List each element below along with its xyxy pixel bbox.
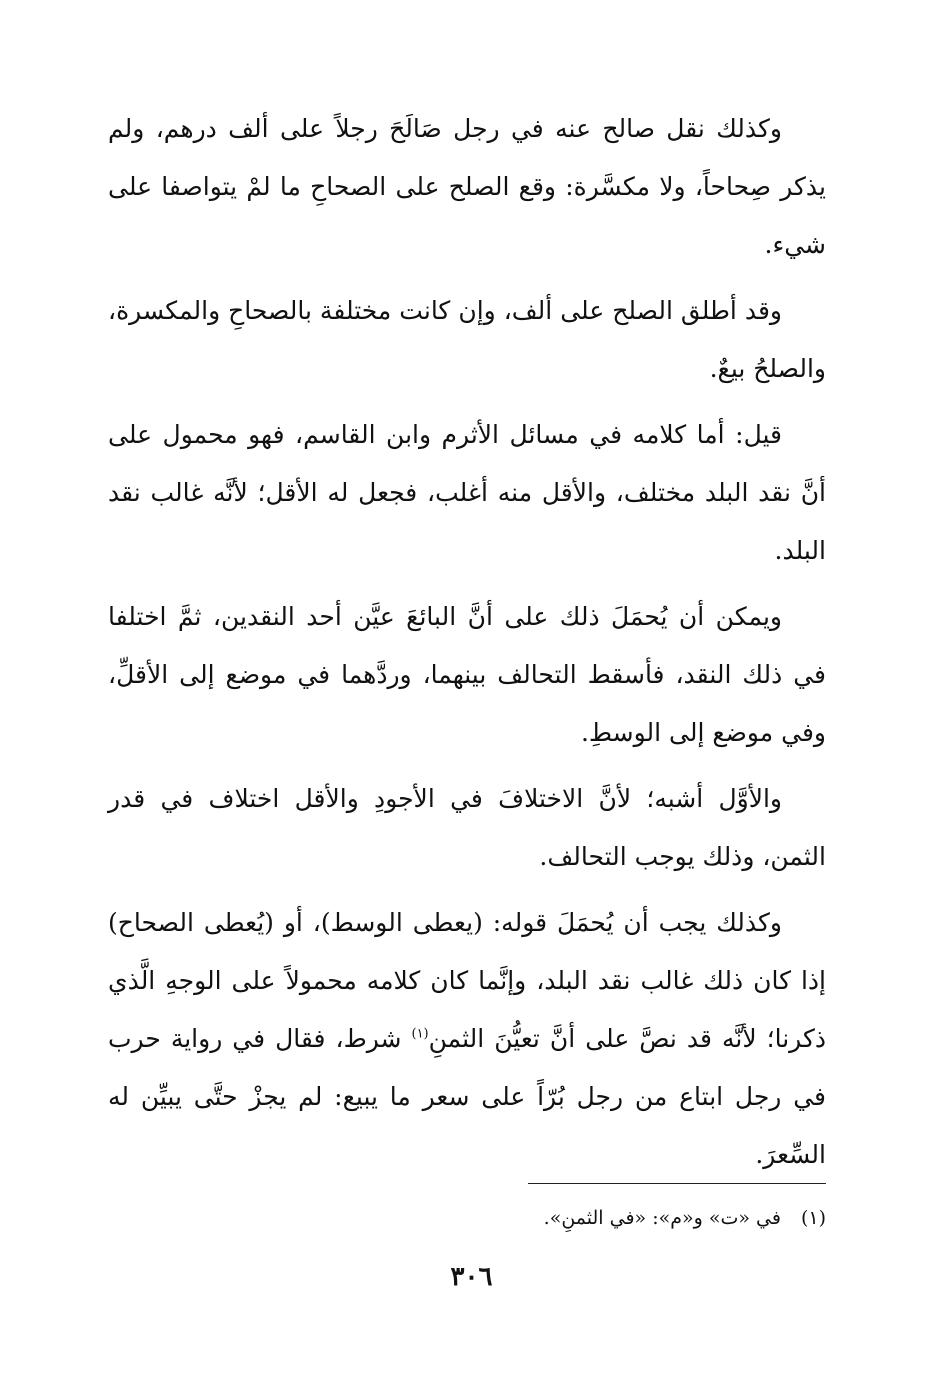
main-text [108, 100, 826, 1192]
page-number: ٣٠٦ [450, 1262, 493, 1292]
paragraph-2: وقد أطلق الصلح على ألف، وإن كانت مختلفة بالصحاحِ والمكسرة، والصلحُ بيعٌ. [108, 296, 826, 383]
paragraph-6-text-end: شرط، فقال في رواية حرب في رجل ابتاع من رجل بُرّاً على سعر ما يبيع: لم يجزْ حتَّى يبيِّن له السِّعرَ. [108, 1024, 826, 1169]
footnote-marker: (١) [411, 1026, 429, 1042]
paragraph-6 [108, 894, 826, 1184]
paragraph-6-text-start: وكذلك يجب أن يُحمَلَ قوله: (يعطى الوسط)، أو (يُعطى الصحاح) إذا كان ذلك غالب نقد البلد، وإنَّما كان كلامه محمولاً على الوجهِ الَّذي ذكرنا؛ لأنَّه قد نصَّ على أنَّ تعيُّنَ الثمنِ [108, 908, 826, 1053]
footnote-text: في «ت» و«م»: «في الثمنِ». [543, 1207, 781, 1229]
footnote-divider [528, 1183, 826, 1184]
paragraph-4: ويمكن أن يُحمَلَ ذلك على أنَّ البائعَ عيَّن أحد النقدين، ثمَّ اختلفا في ذلك النقد، فأسقط التحالف بينهما، وردَّهما في موضع إلى الأقلِّ، وفي موضع إلى الوسطِ. [108, 602, 826, 747]
footnote-number: (١) [800, 1207, 826, 1229]
paragraph-1: وكذلك نقل صالح عنه في رجل صَالَحَ رجلاً على ألف درهم، ولم يذكر صِحاحاً، ولا مكسَّرة: وقع الصلح على الصحاحِ ما لمْ يتواصفا على شيء. [108, 114, 826, 259]
footnote [300, 1203, 826, 1233]
paragraph-5: والأوَّل أشبه؛ لأنَّ الاختلافَ في الأجودِ والأقل اختلاف في قدر الثمن، وذلك يوجب التحالف. [108, 784, 826, 871]
paragraph-3: قيل: أما كلامه في مسائل الأثرم وابن القاسم، فهو محمول على أنَّ نقد البلد مختلف، والأقل منه أغلب، فجعل له الأقل؛ لأنَّه غالب نقد البلد. [108, 420, 826, 565]
